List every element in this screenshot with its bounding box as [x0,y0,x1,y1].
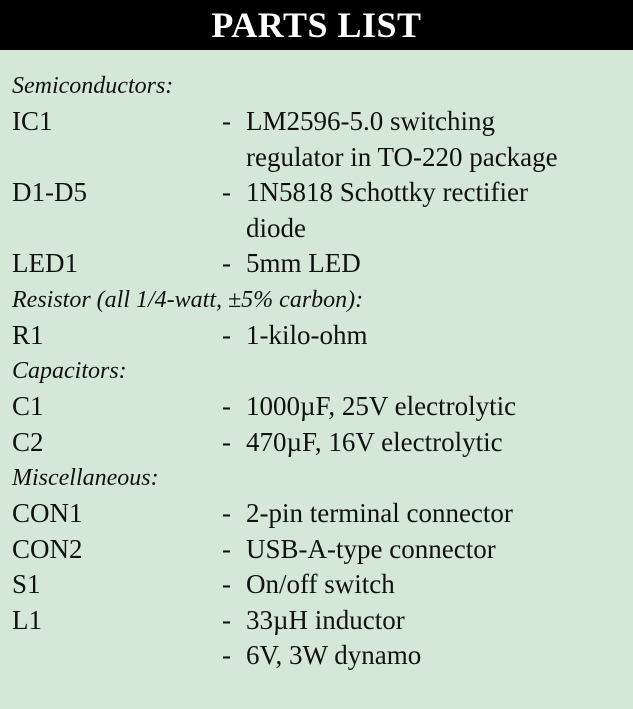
separator-dash: - [222,106,231,136]
part-ref [12,638,222,674]
list-item [12,318,633,354]
part-description: On/off switch [246,569,395,599]
list-item [12,496,633,532]
part-ref: D1-D5 [12,177,87,207]
part-ref: C1 [12,391,44,421]
separator-dash: - [222,640,231,670]
separator-dash: - [222,569,231,599]
parts-list-content [12,68,633,674]
list-item [12,175,633,246]
separator-dash: - [222,248,231,278]
list-item [12,603,633,639]
part-description: 1N5818 Schottky rectifier diode [246,177,528,243]
page-title: PARTS LIST [211,5,422,45]
list-item [12,104,633,175]
part-description: 33µH inductor [246,604,405,635]
list-item [12,532,633,568]
section-title: Semiconductors: [12,73,174,99]
separator-dash: - [222,319,231,350]
header-bar [0,0,633,50]
part-ref: S1 [12,569,41,599]
part-description: 5mm LED [246,248,361,278]
separator-dash: - [222,533,231,564]
separator-dash: - [222,426,231,457]
separator-dash: - [222,604,231,635]
part-ref: R1 [12,319,44,350]
part-description: 470µF, 16V electrolytic [246,426,503,457]
list-item [12,638,633,674]
section-title: Capacitors: [12,358,127,384]
list-item [12,389,633,425]
part-ref: CON2 [12,533,83,564]
list-item [12,246,633,282]
section-title: Miscellaneous: [12,465,159,491]
part-ref: IC1 [12,106,53,136]
section-miscellaneous [12,460,633,674]
section-semiconductors [12,68,633,282]
separator-dash: - [222,498,231,528]
part-ref: LED1 [12,248,78,278]
part-description: USB-A-type connector [246,533,496,564]
part-ref: C2 [12,426,44,457]
section-capacitors [12,353,633,460]
part-ref: CON1 [12,498,83,528]
part-description: 2-pin terminal connector [246,498,513,528]
section-resistor [12,282,633,354]
section-title: Resistor (all 1/4-watt, ±5% carbon): [12,286,364,313]
list-item [12,425,633,461]
part-description: 1000µF, 25V electrolytic [246,391,517,421]
part-description: 6V, 3W dynamo [246,640,422,670]
separator-dash: - [222,391,231,421]
part-description: 1-kilo-ohm [246,319,368,350]
list-item [12,567,633,603]
part-ref: L1 [12,604,42,635]
separator-dash: - [222,177,231,207]
part-description: LM2596-5.0 switching regulator in TO-220 package [246,106,558,172]
